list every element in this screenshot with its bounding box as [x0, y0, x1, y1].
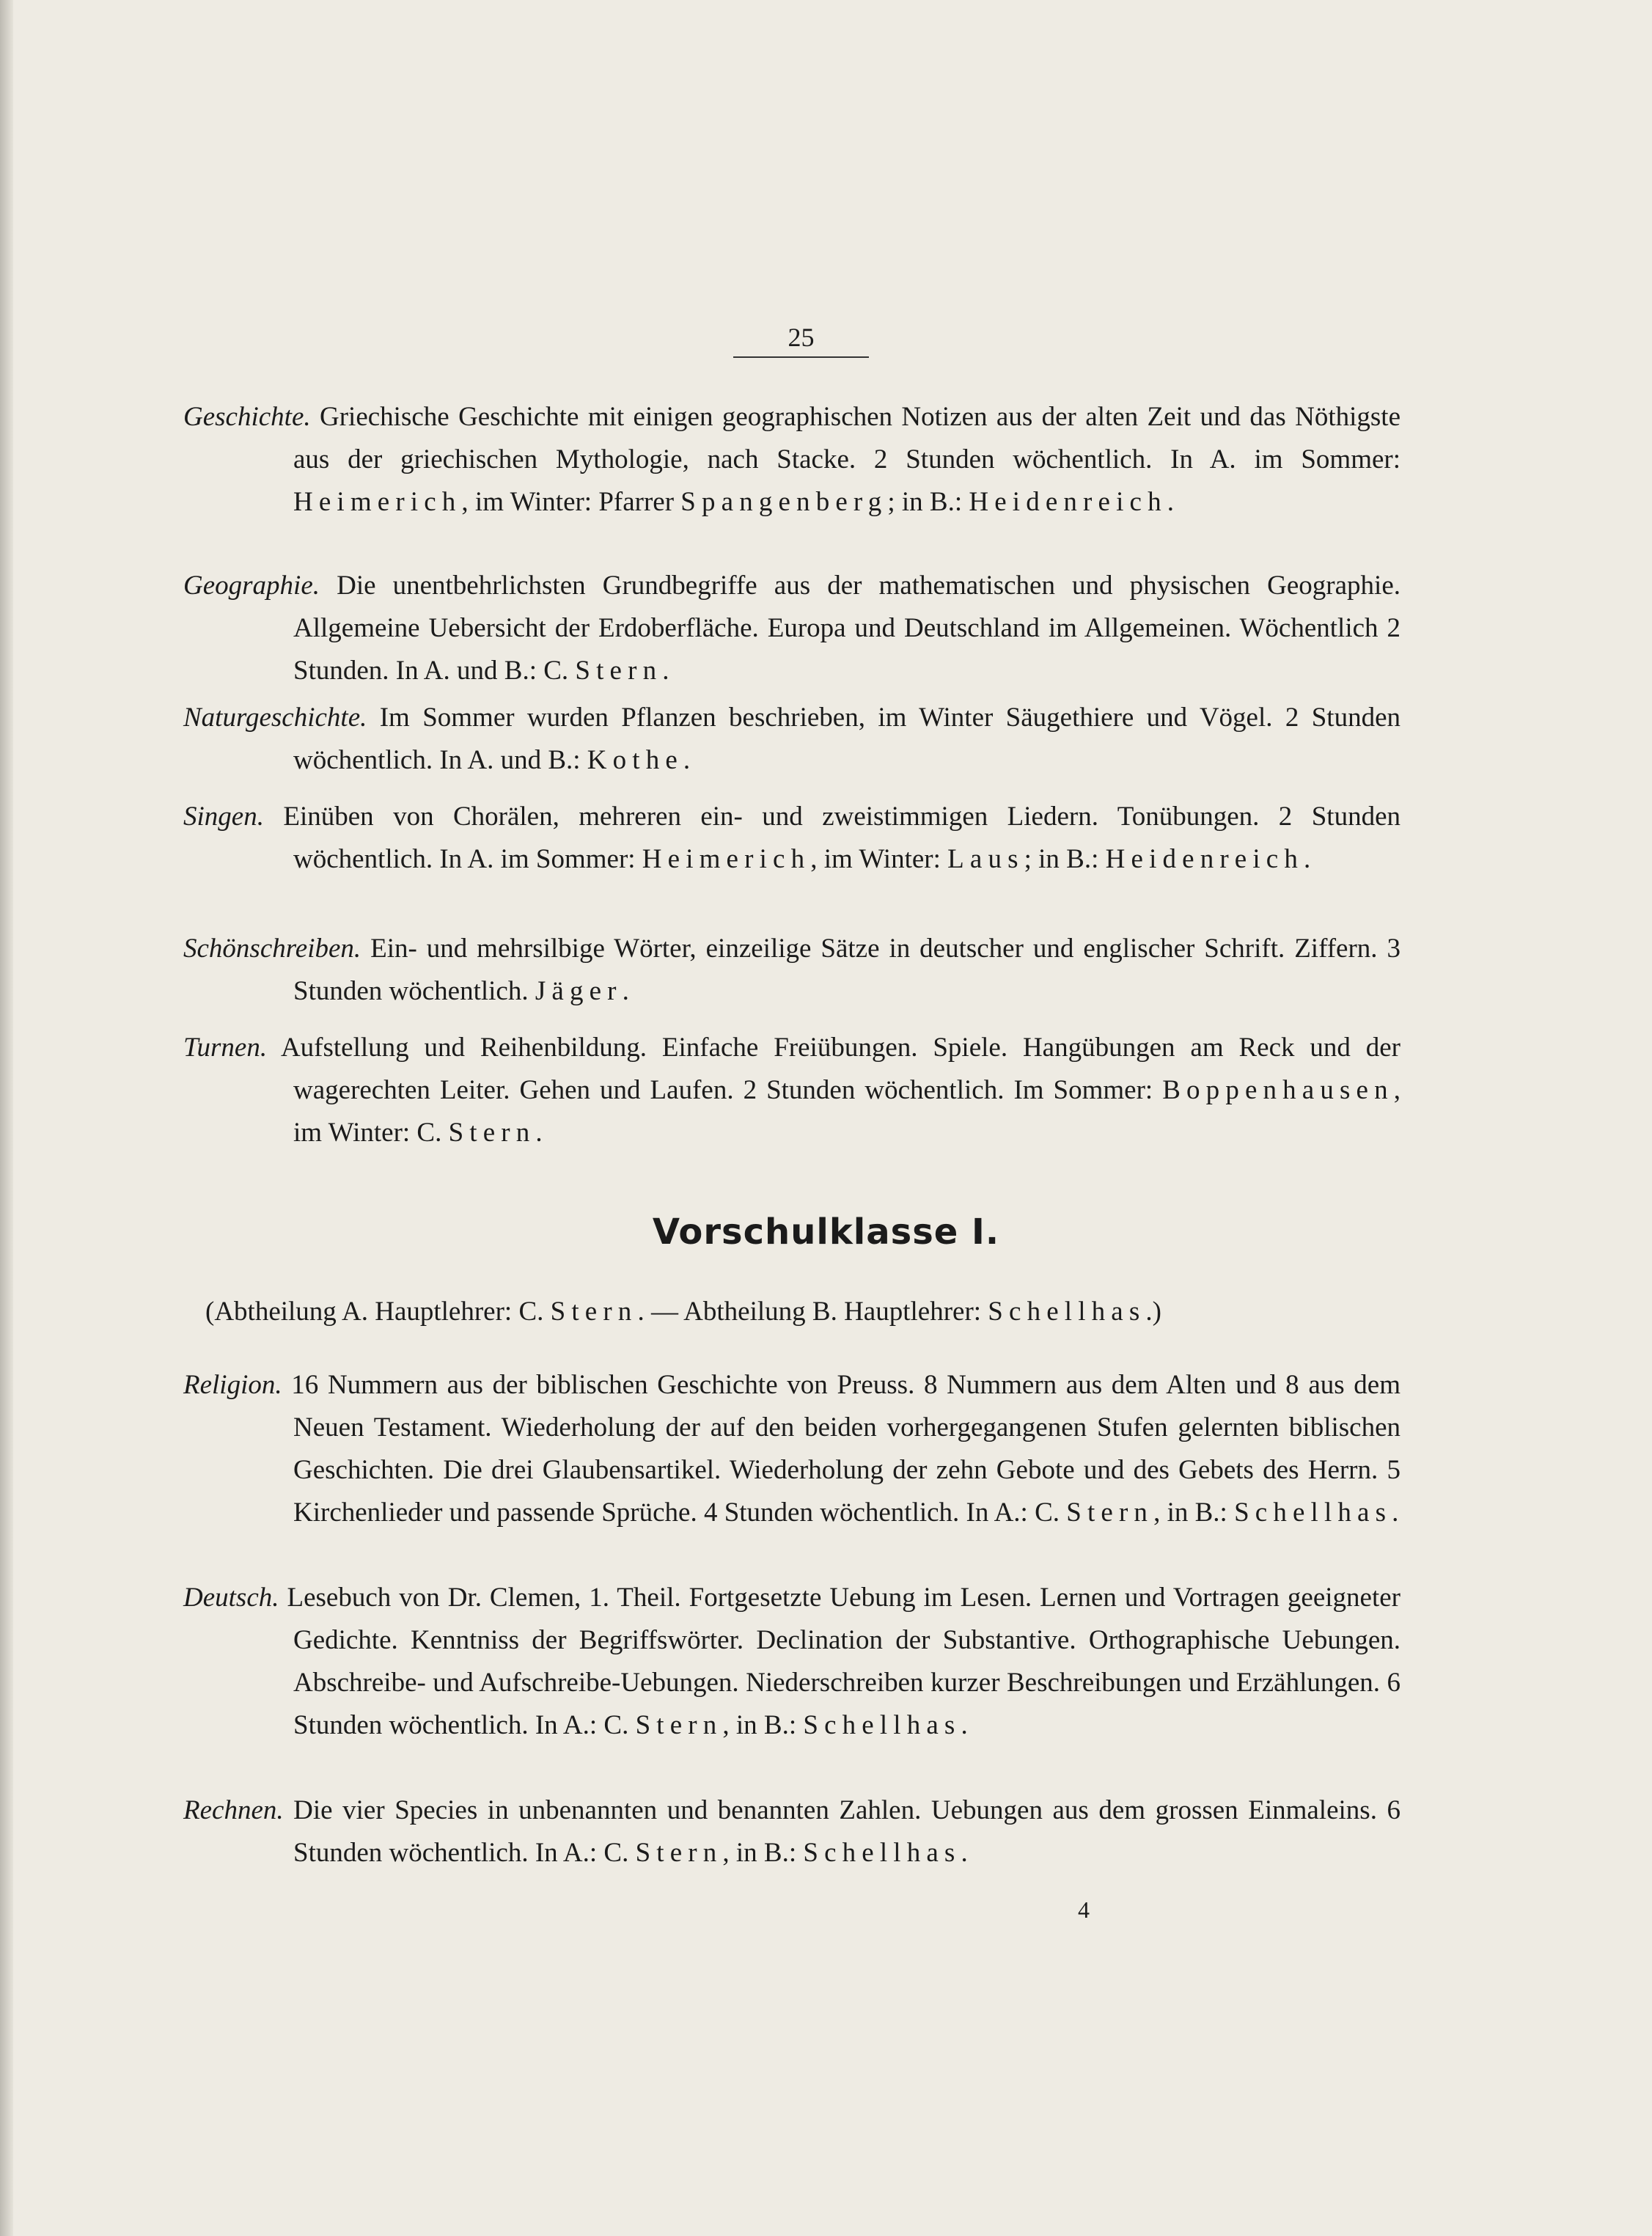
- entry-text: 16 Nummern aus der biblischen Geschichte von Preuss. 8 Nummern aus dem Alten und 8 aus dem Neuen Testament. Wiederholung der auf den beiden vorhergegangenen Stufen gelernten biblischen Geschichten. Die drei Glaubensartikel. Wiederholung der zehn Gebote und des Gebets des Herrn. 5 Kirchenlieder und passende Sprüche. 4 Stunden wöchentlich. In A.: C.: [282, 1370, 1400, 1528]
- subject-label: Rechnen.: [183, 1795, 284, 1825]
- subject-entry: [183, 928, 1400, 1013]
- entry-text: Aufstellung und Reihenbildung. Einfache Freiübungen. Spiele. Hangübungen am Reck und der wagerechten Leiter. Gehen und Laufen. 2 Stunden wöchentlich. Im Sommer:: [267, 1033, 1400, 1105]
- subject-label: Geographie.: [183, 571, 320, 601]
- subject-entry: [183, 1364, 1400, 1534]
- subject-label: Turnen.: [183, 1033, 268, 1063]
- subject-label: Religion.: [183, 1370, 282, 1400]
- entry-text: Lesebuch von Dr. Clemen, 1. Theil. Fortgesetzte Uebung im Lesen. Lernen und Vortragen geeigneter Gedichte. Kenntniss der Begriffswörter. Declination der Substantive. Orthographische Uebungen. Abschreibe- und Aufschreibe-Uebungen. Niederschreiben kurzer Beschreibungen und Erzählungen. 6 Stunden wöchentlich. In A.: C.: [279, 1583, 1400, 1740]
- entry-text: ; in B.:: [1024, 844, 1106, 874]
- person-name: Stern: [635, 1838, 723, 1868]
- page-number: 25: [733, 321, 869, 358]
- entry-text: (Abtheilung A. Hauptlehrer: C.: [205, 1297, 551, 1327]
- person-name: Jäger: [535, 976, 623, 1006]
- person-name: Kothe: [587, 745, 683, 775]
- entry-text: . — Abtheilung B. Hauptlehrer:: [637, 1297, 988, 1327]
- person-name: Heidenreich: [1105, 844, 1304, 874]
- entry-text: Ein- und mehrsilbige Wörter, einzeilige Sätze in deutscher und englischer Schrift. Ziffern. 3 Stunden wöchentlich.: [293, 934, 1400, 1006]
- entry-text: , im Winter: C.: [293, 1075, 1400, 1148]
- person-name: Schellhas: [803, 1710, 961, 1740]
- entry-text: Griechische Geschichte mit einigen geographischen Notizen aus der alten Zeit und das Nöthigste aus der griechischen Mythologie, nach Stacke. 2 Stunden wöchentlich. In A. im Sommer:: [293, 402, 1400, 474]
- subject-label: Deutsch.: [183, 1583, 279, 1613]
- entry-text: Die vier Species in unbenannten und benannten Zahlen. Uebungen aus dem grossen Einmaleins. 6 Stunden wöchentlich. In A.: C.: [283, 1795, 1400, 1868]
- person-name: Stern: [448, 1118, 536, 1148]
- person-name: Stern: [550, 1297, 638, 1327]
- subject-label: Schönschreiben.: [183, 934, 361, 964]
- entry-text: ; in B.:: [887, 487, 969, 517]
- subject-entry: [183, 1789, 1400, 1874]
- entry-text: , in B.:: [722, 1838, 804, 1868]
- subject-label: Naturgeschichte.: [183, 703, 367, 733]
- division-note: [205, 1291, 1393, 1333]
- entry-text: .: [662, 656, 669, 686]
- person-name: Stern: [1066, 1498, 1154, 1528]
- person-name: Laus: [947, 844, 1024, 874]
- entry-text: .: [622, 976, 629, 1006]
- entry-text: , in B.:: [722, 1710, 804, 1740]
- subject-entry: [183, 1577, 1400, 1747]
- entry-text: .: [1392, 1498, 1399, 1528]
- entry-text: , in B.:: [1153, 1498, 1235, 1528]
- entry-text: Einüben von Chorälen, mehreren ein- und zweistimmigen Liedern. Tonübungen. 2 Stunden wöchentlich. In A. im Sommer:: [263, 802, 1400, 874]
- entry-text: .: [961, 1710, 968, 1740]
- entry-text: Die unentbehrlichsten Grundbegriffe aus der mathematischen und physischen Geographie. Allgemeine Uebersicht der Erdoberfläche. Europa und Deutschland im Allgemeinen. Wöchentlich 2 Stunden. In A. und B.: C.: [293, 571, 1400, 686]
- subject-entry: [183, 565, 1400, 692]
- person-name: Stern: [635, 1710, 723, 1740]
- entry-text: , im Winter: Pfarrer: [461, 487, 681, 517]
- entry-text: .: [1167, 487, 1174, 517]
- entry-text: Im Sommer wurden Pflanzen beschrieben, im Winter Säugethiere und Vögel. 2 Stunden wöchentlich. In A. und B.:: [293, 703, 1400, 775]
- signature-mark: 4: [1078, 1896, 1090, 1923]
- entry-text: , im Winter:: [810, 844, 948, 874]
- person-name: Stern: [575, 656, 663, 686]
- person-name: Spangenberg: [680, 487, 888, 517]
- person-name: Schellhas: [1234, 1498, 1392, 1528]
- entry-text: .: [961, 1838, 968, 1868]
- person-name: Heidenreich: [969, 487, 1167, 517]
- subject-entry: [183, 1027, 1400, 1154]
- subject-label: Singen.: [183, 802, 264, 832]
- person-name: Schellhas: [988, 1297, 1146, 1327]
- entry-text: .: [1304, 844, 1311, 874]
- person-name: Heimerich: [642, 844, 811, 874]
- person-name: Boppenhausen: [1162, 1075, 1394, 1105]
- subject-entry: [183, 796, 1400, 881]
- person-name: Heimerich: [293, 487, 462, 517]
- entry-text: .: [535, 1118, 543, 1148]
- subject-label: Geschichte.: [183, 402, 311, 432]
- subject-entry: [183, 697, 1400, 782]
- section-heading: Vorschulklasse I.: [652, 1212, 1000, 1253]
- entry-text: .): [1145, 1297, 1161, 1327]
- subject-entry: [183, 396, 1400, 524]
- person-name: Schellhas: [803, 1838, 961, 1868]
- entry-text: .: [683, 745, 691, 775]
